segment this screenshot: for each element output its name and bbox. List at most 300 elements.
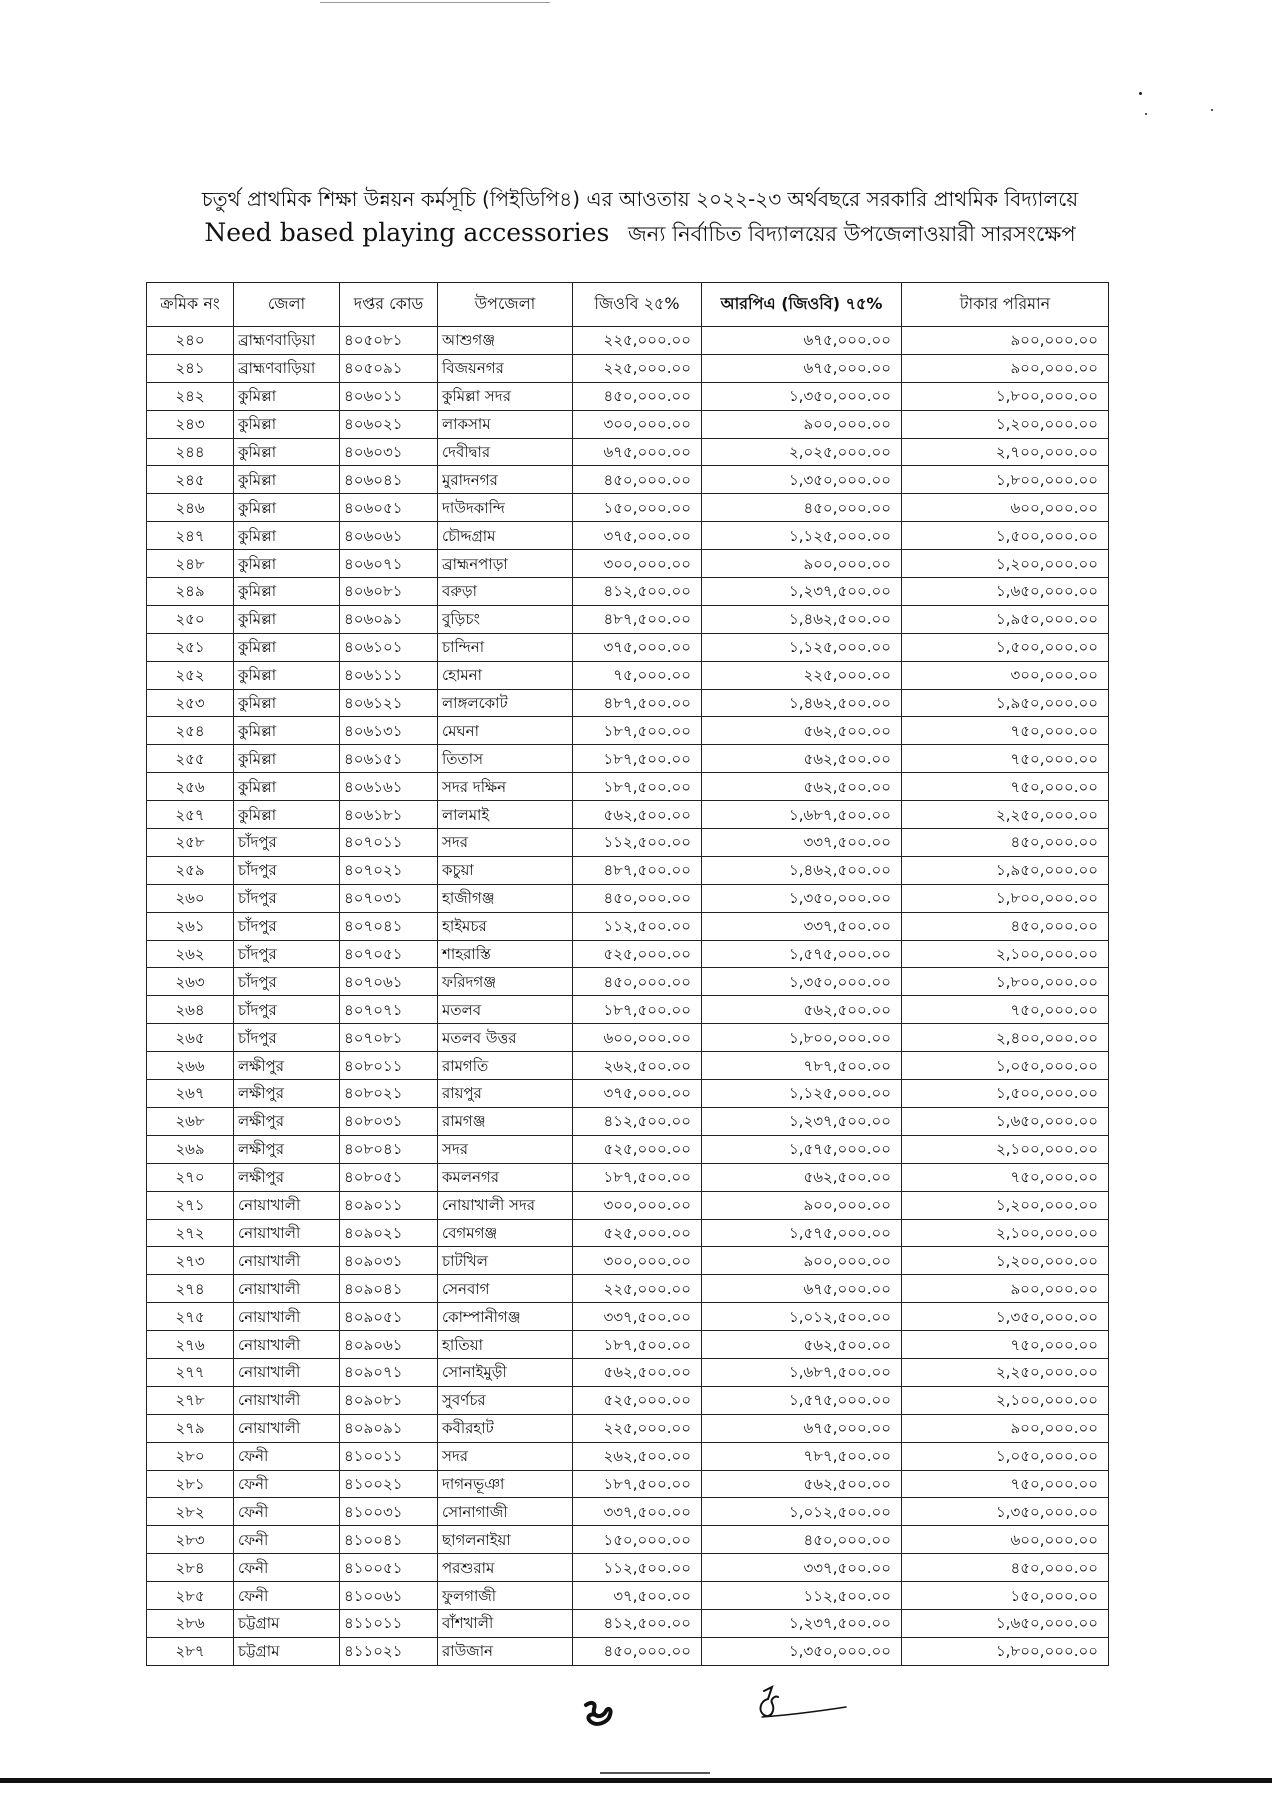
gob-amount-cell: ১১২,৫০০.০০ bbox=[573, 829, 702, 857]
office-code-cell: ৪০৬১৩১ bbox=[340, 717, 438, 745]
total-amount-cell: ১,৯৫০,০০০.০০ bbox=[902, 605, 1109, 633]
district-cell: ফেনী bbox=[234, 1470, 340, 1498]
rpa-amount-cell: ৭৮৭,৫০০.০০ bbox=[702, 1052, 902, 1080]
office-code-cell: ৪০৬০২১ bbox=[340, 410, 438, 438]
table-row bbox=[147, 1024, 1109, 1052]
table-row bbox=[147, 1163, 1109, 1191]
serial-cell: ২৬৬ bbox=[147, 1052, 234, 1080]
office-code-cell: ৪০৬০৪১ bbox=[340, 466, 438, 494]
rpa-amount-cell: ১,০১২,৫০০.০০ bbox=[702, 1498, 902, 1526]
rpa-amount-cell: ৯০০,০০০.০০ bbox=[702, 1247, 902, 1275]
serial-cell: ২৭২ bbox=[147, 1219, 234, 1247]
gob-amount-cell: ১১২,৫০০.০০ bbox=[573, 1554, 702, 1582]
office-code-cell: ৪১১০২১ bbox=[340, 1637, 438, 1665]
office-code-cell: ৪০৯০৬১ bbox=[340, 1331, 438, 1359]
total-amount-cell: ৩০০,০০০.০০ bbox=[902, 661, 1109, 689]
rpa-amount-cell: ১,২৩৭,৫০০.০০ bbox=[702, 1609, 902, 1637]
total-amount-cell: ১,৩৫০,০০০.০০ bbox=[902, 1498, 1109, 1526]
total-amount-cell: ১,৮০০,০০০.০০ bbox=[902, 884, 1109, 912]
total-amount-cell: ১,৫০০,০০০.০০ bbox=[902, 633, 1109, 661]
table-row bbox=[147, 1554, 1109, 1582]
office-code-cell: ৪০৭০৪১ bbox=[340, 912, 438, 940]
district-cell: কুমিল্লা bbox=[234, 745, 340, 773]
district-cell: নোয়াখালী bbox=[234, 1386, 340, 1414]
gob-amount-cell: ৫৬২,৫০০.০০ bbox=[573, 1358, 702, 1386]
upazila-cell: হাইমচর bbox=[438, 912, 573, 940]
office-code-cell: ৪০৯০৭১ bbox=[340, 1358, 438, 1386]
upazila-cell: লালমাই bbox=[438, 801, 573, 829]
office-code-cell: ৪০৯০২১ bbox=[340, 1219, 438, 1247]
office-code-cell: ৪১০০৫১ bbox=[340, 1554, 438, 1582]
district-cell: লক্ষীপুর bbox=[234, 1163, 340, 1191]
office-code-cell: ৪০৬০৯১ bbox=[340, 605, 438, 633]
upazila-cell: লাকসাম bbox=[438, 410, 573, 438]
upazila-cell: মতলব bbox=[438, 996, 573, 1024]
col-district-header: জেলা bbox=[234, 283, 340, 327]
rpa-amount-cell: ১,৩৫০,০০০.০০ bbox=[702, 968, 902, 996]
total-amount-cell: ২,১০০,০০০.০০ bbox=[902, 940, 1109, 968]
rpa-amount-cell: ৪৫০,০০০.০০ bbox=[702, 494, 902, 522]
table-row bbox=[147, 689, 1109, 717]
total-amount-cell: ১,০৫০,০০০.০০ bbox=[902, 1052, 1109, 1080]
serial-cell: ২৪১ bbox=[147, 354, 234, 382]
serial-cell: ২৫২ bbox=[147, 661, 234, 689]
table-row bbox=[147, 1414, 1109, 1442]
gob-amount-cell: ৪৮৭,৫০০.০০ bbox=[573, 605, 702, 633]
scan-dot bbox=[1139, 92, 1142, 95]
office-code-cell: ৪০৭০১১ bbox=[340, 829, 438, 857]
office-code-cell: ৪০৫০৯১ bbox=[340, 354, 438, 382]
upazila-cell: মেঘনা bbox=[438, 717, 573, 745]
district-cell: নোয়াখালী bbox=[234, 1247, 340, 1275]
upazila-cell: রায়পুর bbox=[438, 1080, 573, 1108]
table-row bbox=[147, 410, 1109, 438]
table-row bbox=[147, 1219, 1109, 1247]
gob-amount-cell: ৩৭,৫০০.০০ bbox=[573, 1582, 702, 1610]
gob-amount-cell: ৫২৫,০০০.০০ bbox=[573, 1135, 702, 1163]
upazila-cell: সোনাইমুড়ী bbox=[438, 1358, 573, 1386]
district-cell: কুমিল্লা bbox=[234, 466, 340, 494]
col-rpa-header: আরপিএ (জিওবি) ৭৫% bbox=[702, 283, 902, 327]
district-cell: চাঁদপুর bbox=[234, 912, 340, 940]
gob-amount-cell: ১১২,৫০০.০০ bbox=[573, 912, 702, 940]
district-cell: নোয়াখালী bbox=[234, 1275, 340, 1303]
upazila-cell: কুমিল্লা সদর bbox=[438, 382, 573, 410]
total-amount-cell: ২,১০০,০০০.০০ bbox=[902, 1135, 1109, 1163]
office-code-cell: ৪০৮০১১ bbox=[340, 1052, 438, 1080]
serial-cell: ২৬৫ bbox=[147, 1024, 234, 1052]
rpa-amount-cell: ১,০১২,৫০০.০০ bbox=[702, 1303, 902, 1331]
serial-cell: ২৬৯ bbox=[147, 1135, 234, 1163]
upazila-cell: কোম্পানীগঞ্জ bbox=[438, 1303, 573, 1331]
total-amount-cell: ১,৮০০,০০০.০০ bbox=[902, 382, 1109, 410]
upazila-cell: নোয়াখালী সদর bbox=[438, 1191, 573, 1219]
gob-amount-cell: ৩৭৫,০০০.০০ bbox=[573, 1080, 702, 1108]
table-row bbox=[147, 1275, 1109, 1303]
district-cell: চট্টগ্রাম bbox=[234, 1637, 340, 1665]
scan-bottom-edge bbox=[0, 1778, 1272, 1783]
gob-amount-cell: ১৮৭,৫০০.০০ bbox=[573, 1470, 702, 1498]
district-cell: ব্রাহ্মণবাড়িয়া bbox=[234, 354, 340, 382]
upazila-cell: সদর bbox=[438, 1442, 573, 1470]
upazila-cell: রামগঞ্জ bbox=[438, 1107, 573, 1135]
total-amount-cell: ১,৫০০,০০০.০০ bbox=[902, 1080, 1109, 1108]
total-amount-cell: ১,২০০,০০০.০০ bbox=[902, 1191, 1109, 1219]
district-cell: নোয়াখালী bbox=[234, 1331, 340, 1359]
table-row bbox=[147, 354, 1109, 382]
serial-cell: ২৮২ bbox=[147, 1498, 234, 1526]
table-row bbox=[147, 661, 1109, 689]
gob-amount-cell: ১৮৭,৫০০.০০ bbox=[573, 745, 702, 773]
district-cell: ফেনী bbox=[234, 1554, 340, 1582]
upazila-cell: চৌদ্দগ্রাম bbox=[438, 522, 573, 550]
rpa-amount-cell: ১,২৩৭,৫০০.০০ bbox=[702, 1107, 902, 1135]
total-amount-cell: ১,০৫০,০০০.০০ bbox=[902, 1442, 1109, 1470]
district-cell: কুমিল্লা bbox=[234, 578, 340, 606]
total-amount-cell: ১,৯৫০,০০০.০০ bbox=[902, 689, 1109, 717]
serial-cell: ২৭৫ bbox=[147, 1303, 234, 1331]
office-code-cell: ৪০৬০৬১ bbox=[340, 522, 438, 550]
upazila-cell: বুড়িচং bbox=[438, 605, 573, 633]
upazila-cell: সেনবাগ bbox=[438, 1275, 573, 1303]
upazila-cell: ব্রাহ্মনপাড়া bbox=[438, 550, 573, 578]
office-code-cell: ৪০৭০৭১ bbox=[340, 996, 438, 1024]
serial-cell: ২৭০ bbox=[147, 1163, 234, 1191]
total-amount-cell: ৪৫০,০০০.০০ bbox=[902, 829, 1109, 857]
gob-amount-cell: ৩০০,০০০.০০ bbox=[573, 1191, 702, 1219]
serial-cell: ২৭৪ bbox=[147, 1275, 234, 1303]
gob-amount-cell: ৫৬২,৫০০.০০ bbox=[573, 801, 702, 829]
table-row bbox=[147, 1052, 1109, 1080]
gob-amount-cell: ৩৭৫,০০০.০০ bbox=[573, 633, 702, 661]
rpa-amount-cell: ১,৮০০,০০০.০০ bbox=[702, 1024, 902, 1052]
office-code-cell: ৪০৯০৯১ bbox=[340, 1414, 438, 1442]
upazila-cell: হোমনা bbox=[438, 661, 573, 689]
office-code-cell: ৪০৭০৩১ bbox=[340, 884, 438, 912]
district-cell: চাঁদপুর bbox=[234, 829, 340, 857]
rpa-amount-cell: ১,৩৫০,০০০.০০ bbox=[702, 466, 902, 494]
serial-cell: ২৭৭ bbox=[147, 1358, 234, 1386]
document-title-line-1: চতুর্থ প্রাথমিক শিক্ষা উন্নয়ন কর্মসূচি (পিইডিপি৪) এর আওতায় ২০২২-২৩ অর্থবছরে সরকারি প্রাথমিক বিদ্যালয়ে bbox=[201, 187, 1079, 211]
document-title-line-2 bbox=[150, 218, 1130, 253]
office-code-cell: ৪০৮০৩১ bbox=[340, 1107, 438, 1135]
table-row bbox=[147, 382, 1109, 410]
district-cell: কুমিল্লা bbox=[234, 410, 340, 438]
table-row bbox=[147, 717, 1109, 745]
rpa-amount-cell: ৪৫০,০০০.০০ bbox=[702, 1526, 902, 1554]
table-row bbox=[147, 438, 1109, 466]
office-code-cell: ৪০৬১০১ bbox=[340, 633, 438, 661]
district-cell: কুমিল্লা bbox=[234, 773, 340, 801]
gob-amount-cell: ২৬২,৫০০.০০ bbox=[573, 1052, 702, 1080]
upazila-cell: দাগনভূঞা bbox=[438, 1470, 573, 1498]
table-row bbox=[147, 745, 1109, 773]
rpa-amount-cell: ৫৬২,৫০০.০০ bbox=[702, 773, 902, 801]
upazila-cell: কবীরহাট bbox=[438, 1414, 573, 1442]
district-cell: চাঁদপুর bbox=[234, 884, 340, 912]
serial-cell: ২৪০ bbox=[147, 327, 234, 355]
upazila-cell: ফুলগাজী bbox=[438, 1582, 573, 1610]
serial-cell: ২৫৯ bbox=[147, 856, 234, 884]
total-amount-cell: ১,৬৫০,০০০.০০ bbox=[902, 578, 1109, 606]
table-row bbox=[147, 1526, 1109, 1554]
serial-cell: ২৬০ bbox=[147, 884, 234, 912]
office-code-cell: ৪১০০৬১ bbox=[340, 1582, 438, 1610]
table-row bbox=[147, 912, 1109, 940]
rpa-amount-cell: ৩৩৭,৫০০.০০ bbox=[702, 829, 902, 857]
table-row bbox=[147, 1498, 1109, 1526]
gob-amount-cell: ৫২৫,০০০.০০ bbox=[573, 940, 702, 968]
upazila-cell: রামগতি bbox=[438, 1052, 573, 1080]
serial-cell: ২৮৬ bbox=[147, 1609, 234, 1637]
total-amount-cell: ৯০০,০০০.০০ bbox=[902, 327, 1109, 355]
rpa-amount-cell: ৫৬২,৫০০.০০ bbox=[702, 996, 902, 1024]
office-code-cell: ৪০৯০৪১ bbox=[340, 1275, 438, 1303]
gob-amount-cell: ৩০০,০০০.০০ bbox=[573, 410, 702, 438]
serial-cell: ২৪৯ bbox=[147, 578, 234, 606]
upazila-cell: বরুড়া bbox=[438, 578, 573, 606]
serial-cell: ২৪৫ bbox=[147, 466, 234, 494]
district-cell: ফেনী bbox=[234, 1442, 340, 1470]
table-row bbox=[147, 578, 1109, 606]
total-amount-cell: ১,৬৫০,০০০.০০ bbox=[902, 1609, 1109, 1637]
district-cell: কুমিল্লা bbox=[234, 382, 340, 410]
rpa-amount-cell: ৩৩৭,৫০০.০০ bbox=[702, 912, 902, 940]
office-code-cell: ৪০৭০৫১ bbox=[340, 940, 438, 968]
gob-amount-cell: ১৮৭,৫০০.০০ bbox=[573, 773, 702, 801]
serial-cell: ২৮৭ bbox=[147, 1637, 234, 1665]
rpa-amount-cell: ১,১২৫,০০০.০০ bbox=[702, 1080, 902, 1108]
district-cell: কুমিল্লা bbox=[234, 689, 340, 717]
upazila-cell: মুরাদনগর bbox=[438, 466, 573, 494]
district-cell: নোয়াখালী bbox=[234, 1414, 340, 1442]
district-cell: কুমিল্লা bbox=[234, 661, 340, 689]
upazila-cell: ছাগলনাইয়া bbox=[438, 1526, 573, 1554]
district-cell: লক্ষীপুর bbox=[234, 1052, 340, 1080]
gob-amount-cell: ১৫০,০০০.০০ bbox=[573, 494, 702, 522]
serial-cell: ২৬২ bbox=[147, 940, 234, 968]
total-amount-cell: ১,৮০০,০০০.০০ bbox=[902, 1637, 1109, 1665]
upazila-cell: সদর bbox=[438, 1135, 573, 1163]
gob-amount-cell: ২২৫,০০০.০০ bbox=[573, 354, 702, 382]
total-amount-cell: ২,৪০০,০০০.০০ bbox=[902, 1024, 1109, 1052]
total-amount-cell: ১,৩৫০,০০০.০০ bbox=[902, 1303, 1109, 1331]
office-code-cell: ৪১১০১১ bbox=[340, 1609, 438, 1637]
rpa-amount-cell: ১,৩৫০,০০০.০০ bbox=[702, 884, 902, 912]
total-amount-cell: ৭৫০,০০০.০০ bbox=[902, 1470, 1109, 1498]
district-cell: লক্ষীপুর bbox=[234, 1107, 340, 1135]
serial-cell: ২৬৪ bbox=[147, 996, 234, 1024]
office-code-cell: ৪০৯০৫১ bbox=[340, 1303, 438, 1331]
rpa-amount-cell: ৫৬২,৫০০.০০ bbox=[702, 1163, 902, 1191]
rpa-amount-cell: ৬৭৫,০০০.০০ bbox=[702, 327, 902, 355]
gob-amount-cell: ৫২৫,০০০.০০ bbox=[573, 1386, 702, 1414]
district-cell: চাঁদপুর bbox=[234, 996, 340, 1024]
total-amount-cell: ১,৮০০,০০০.০০ bbox=[902, 466, 1109, 494]
col-office-code-header: দপ্তর কোড bbox=[340, 283, 438, 327]
total-amount-cell: ৪৫০,০০০.০০ bbox=[902, 912, 1109, 940]
table-row bbox=[147, 1247, 1109, 1275]
table-row bbox=[147, 996, 1109, 1024]
district-cell: চট্টগ্রাম bbox=[234, 1609, 340, 1637]
rpa-amount-cell: ২,০২৫,০০০.০০ bbox=[702, 438, 902, 466]
total-amount-cell: ১,২০০,০০০.০০ bbox=[902, 410, 1109, 438]
table-row bbox=[147, 1331, 1109, 1359]
total-amount-cell: ২,১০০,০০০.০০ bbox=[902, 1386, 1109, 1414]
total-amount-cell: ৪৫০,০০০.০০ bbox=[902, 1554, 1109, 1582]
rpa-amount-cell: ১,১২৫,০০০.০০ bbox=[702, 633, 902, 661]
serial-cell: ২৫৬ bbox=[147, 773, 234, 801]
office-code-cell: ৪০৯০৩১ bbox=[340, 1247, 438, 1275]
total-amount-cell: ১,৫০০,০০০.০০ bbox=[902, 522, 1109, 550]
upazila-cell: বেগমগঞ্জ bbox=[438, 1219, 573, 1247]
rpa-amount-cell: ১,৪৬২,৫০০.০০ bbox=[702, 856, 902, 884]
district-cell: লক্ষীপুর bbox=[234, 1135, 340, 1163]
gob-amount-cell: ৪৫০,০০০.০০ bbox=[573, 968, 702, 996]
rpa-amount-cell: ১১২,৫০০.০০ bbox=[702, 1582, 902, 1610]
table-row bbox=[147, 466, 1109, 494]
table-row bbox=[147, 801, 1109, 829]
upazila-cell: চান্দিনা bbox=[438, 633, 573, 661]
serial-cell: ২৪৩ bbox=[147, 410, 234, 438]
serial-cell: ২৭১ bbox=[147, 1191, 234, 1219]
table-row bbox=[147, 327, 1109, 355]
upazila-cell: চাটখিল bbox=[438, 1247, 573, 1275]
upazila-cell: মতলব উত্তর bbox=[438, 1024, 573, 1052]
upazila-cell: লাঙ্গলকোট bbox=[438, 689, 573, 717]
table-row bbox=[147, 494, 1109, 522]
gob-amount-cell: ৪৫০,০০০.০০ bbox=[573, 466, 702, 494]
district-cell: ব্রাহ্মণবাড়িয়া bbox=[234, 327, 340, 355]
upazila-cell: হাজীগঞ্জ bbox=[438, 884, 573, 912]
upazila-cell: ফরিদগঞ্জ bbox=[438, 968, 573, 996]
table-row bbox=[147, 550, 1109, 578]
upazila-cell: কচুয়া bbox=[438, 856, 573, 884]
total-amount-cell: ৭৫০,০০০.০০ bbox=[902, 1163, 1109, 1191]
serial-cell: ২৪৪ bbox=[147, 438, 234, 466]
total-amount-cell: ১৫০,০০০.০০ bbox=[902, 1582, 1109, 1610]
gob-amount-cell: ২২৫,০০০.০০ bbox=[573, 327, 702, 355]
rpa-amount-cell: ১,২৩৭,৫০০.০০ bbox=[702, 578, 902, 606]
gob-amount-cell: ৪১২,৫০০.০০ bbox=[573, 578, 702, 606]
serial-cell: ২৫১ bbox=[147, 633, 234, 661]
gob-amount-cell: ৪৫০,০০০.০০ bbox=[573, 382, 702, 410]
serial-cell: ২৫৭ bbox=[147, 801, 234, 829]
serial-cell: ২৬৩ bbox=[147, 968, 234, 996]
office-code-cell: ৪০৫০৮১ bbox=[340, 327, 438, 355]
serial-cell: ২৫৩ bbox=[147, 689, 234, 717]
district-cell: নোয়াখালী bbox=[234, 1191, 340, 1219]
col-upazila-header: উপজেলা bbox=[438, 283, 573, 327]
rpa-amount-cell: ৯০০,০০০.০০ bbox=[702, 1191, 902, 1219]
serial-cell: ২৫০ bbox=[147, 605, 234, 633]
office-code-cell: ৪০৯০১১ bbox=[340, 1191, 438, 1219]
gob-amount-cell: ৪১২,৫০০.০০ bbox=[573, 1609, 702, 1637]
office-code-cell: ৪০৬১২১ bbox=[340, 689, 438, 717]
office-code-cell: ৪০৬০৭১ bbox=[340, 550, 438, 578]
col-amount-header: টাকার পরিমান bbox=[902, 283, 1109, 327]
upazila-cell: বিজয়নগর bbox=[438, 354, 573, 382]
table-row bbox=[147, 1358, 1109, 1386]
rpa-amount-cell: ৬৭৫,০০০.০০ bbox=[702, 1275, 902, 1303]
table-row bbox=[147, 633, 1109, 661]
gob-amount-cell: ১৫০,০০০.০০ bbox=[573, 1526, 702, 1554]
rpa-amount-cell: ১,৫৭৫,০০০.০০ bbox=[702, 1135, 902, 1163]
office-code-cell: ৪০৬০১১ bbox=[340, 382, 438, 410]
table-row bbox=[147, 1470, 1109, 1498]
rpa-amount-cell: ৫৬২,৫০০.০০ bbox=[702, 1331, 902, 1359]
total-amount-cell: ২,২৫০,০০০.০০ bbox=[902, 801, 1109, 829]
office-code-cell: ৪০৭০২১ bbox=[340, 856, 438, 884]
upazila-cell: তিতাস bbox=[438, 745, 573, 773]
rpa-amount-cell: ৬৭৫,০০০.০০ bbox=[702, 1414, 902, 1442]
serial-cell: ২৬৭ bbox=[147, 1080, 234, 1108]
office-code-cell: ৪০৭০৮১ bbox=[340, 1024, 438, 1052]
rpa-amount-cell: ২২৫,০০০.০০ bbox=[702, 661, 902, 689]
serial-cell: ২৪২ bbox=[147, 382, 234, 410]
gob-amount-cell: ৭৫,০০০.০০ bbox=[573, 661, 702, 689]
upazila-cell: দাউদকান্দি bbox=[438, 494, 573, 522]
table-row bbox=[147, 1080, 1109, 1108]
district-cell: কুমিল্লা bbox=[234, 605, 340, 633]
upazila-cell: দেবীদ্বার bbox=[438, 438, 573, 466]
gob-amount-cell: ১৮৭,৫০০.০০ bbox=[573, 717, 702, 745]
district-cell: চাঁদপুর bbox=[234, 968, 340, 996]
total-amount-cell: ১,২০০,০০০.০০ bbox=[902, 550, 1109, 578]
serial-cell: ২৭৬ bbox=[147, 1331, 234, 1359]
table-row bbox=[147, 1609, 1109, 1637]
gob-amount-cell: ৫২৫,০০০.০০ bbox=[573, 1219, 702, 1247]
total-amount-cell: ১,৮০০,০০০.০০ bbox=[902, 968, 1109, 996]
serial-cell: ২৮১ bbox=[147, 1470, 234, 1498]
rpa-amount-cell: ১,৫৭৫,০০০.০০ bbox=[702, 1386, 902, 1414]
rpa-amount-cell: ৯০০,০০০.০০ bbox=[702, 550, 902, 578]
serial-cell: ২৮৩ bbox=[147, 1526, 234, 1554]
total-amount-cell: ১,৯৫০,০০০.০০ bbox=[902, 856, 1109, 884]
office-code-cell: ৪০৬১৬১ bbox=[340, 773, 438, 801]
office-code-cell: ৪০৬০৫১ bbox=[340, 494, 438, 522]
gob-amount-cell: ৪৫০,০০০.০০ bbox=[573, 884, 702, 912]
total-amount-cell: ৭৫০,০০০.০০ bbox=[902, 773, 1109, 801]
table-row bbox=[147, 1191, 1109, 1219]
office-code-cell: ৪০৯০৮১ bbox=[340, 1386, 438, 1414]
scan-dot bbox=[1145, 113, 1147, 115]
rpa-amount-cell: ৫৬২,৫০০.০০ bbox=[702, 1470, 902, 1498]
title-bangla-part: জন্য নির্বাচিত বিদ্যালয়ের উপজেলাওয়ারী সারসংক্ষেপ bbox=[628, 222, 1076, 246]
district-cell: চাঁদপুর bbox=[234, 940, 340, 968]
serial-cell: ২৭৮ bbox=[147, 1386, 234, 1414]
gob-amount-cell: ৩৩৭,৫০০.০০ bbox=[573, 1498, 702, 1526]
table-row bbox=[147, 1637, 1109, 1665]
total-amount-cell: ১,৬৫০,০০০.০০ bbox=[902, 1107, 1109, 1135]
table-row bbox=[147, 1303, 1109, 1331]
gob-amount-cell: ৪৫০,০০০.০০ bbox=[573, 1637, 702, 1665]
office-code-cell: ৪০৬০৮১ bbox=[340, 578, 438, 606]
rpa-amount-cell: ৭৮৭,৫০০.০০ bbox=[702, 1442, 902, 1470]
total-amount-cell: ২,৭০০,০০০.০০ bbox=[902, 438, 1109, 466]
office-code-cell: ৪১০০১১ bbox=[340, 1442, 438, 1470]
upazila-cell: সদর দক্ষিন bbox=[438, 773, 573, 801]
rpa-amount-cell: ৯০০,০০০.০০ bbox=[702, 410, 902, 438]
total-amount-cell: ১,২০০,০০০.০০ bbox=[902, 1247, 1109, 1275]
serial-cell: ২৮৪ bbox=[147, 1554, 234, 1582]
total-amount-cell: ৬০০,০০০.০০ bbox=[902, 1526, 1109, 1554]
table-row bbox=[147, 829, 1109, 857]
title-english-part: Need based playing accessories bbox=[204, 218, 610, 247]
office-code-cell: ৪১০০৩১ bbox=[340, 1498, 438, 1526]
district-cell: নোয়াখালী bbox=[234, 1219, 340, 1247]
scan-dot bbox=[1211, 109, 1213, 111]
